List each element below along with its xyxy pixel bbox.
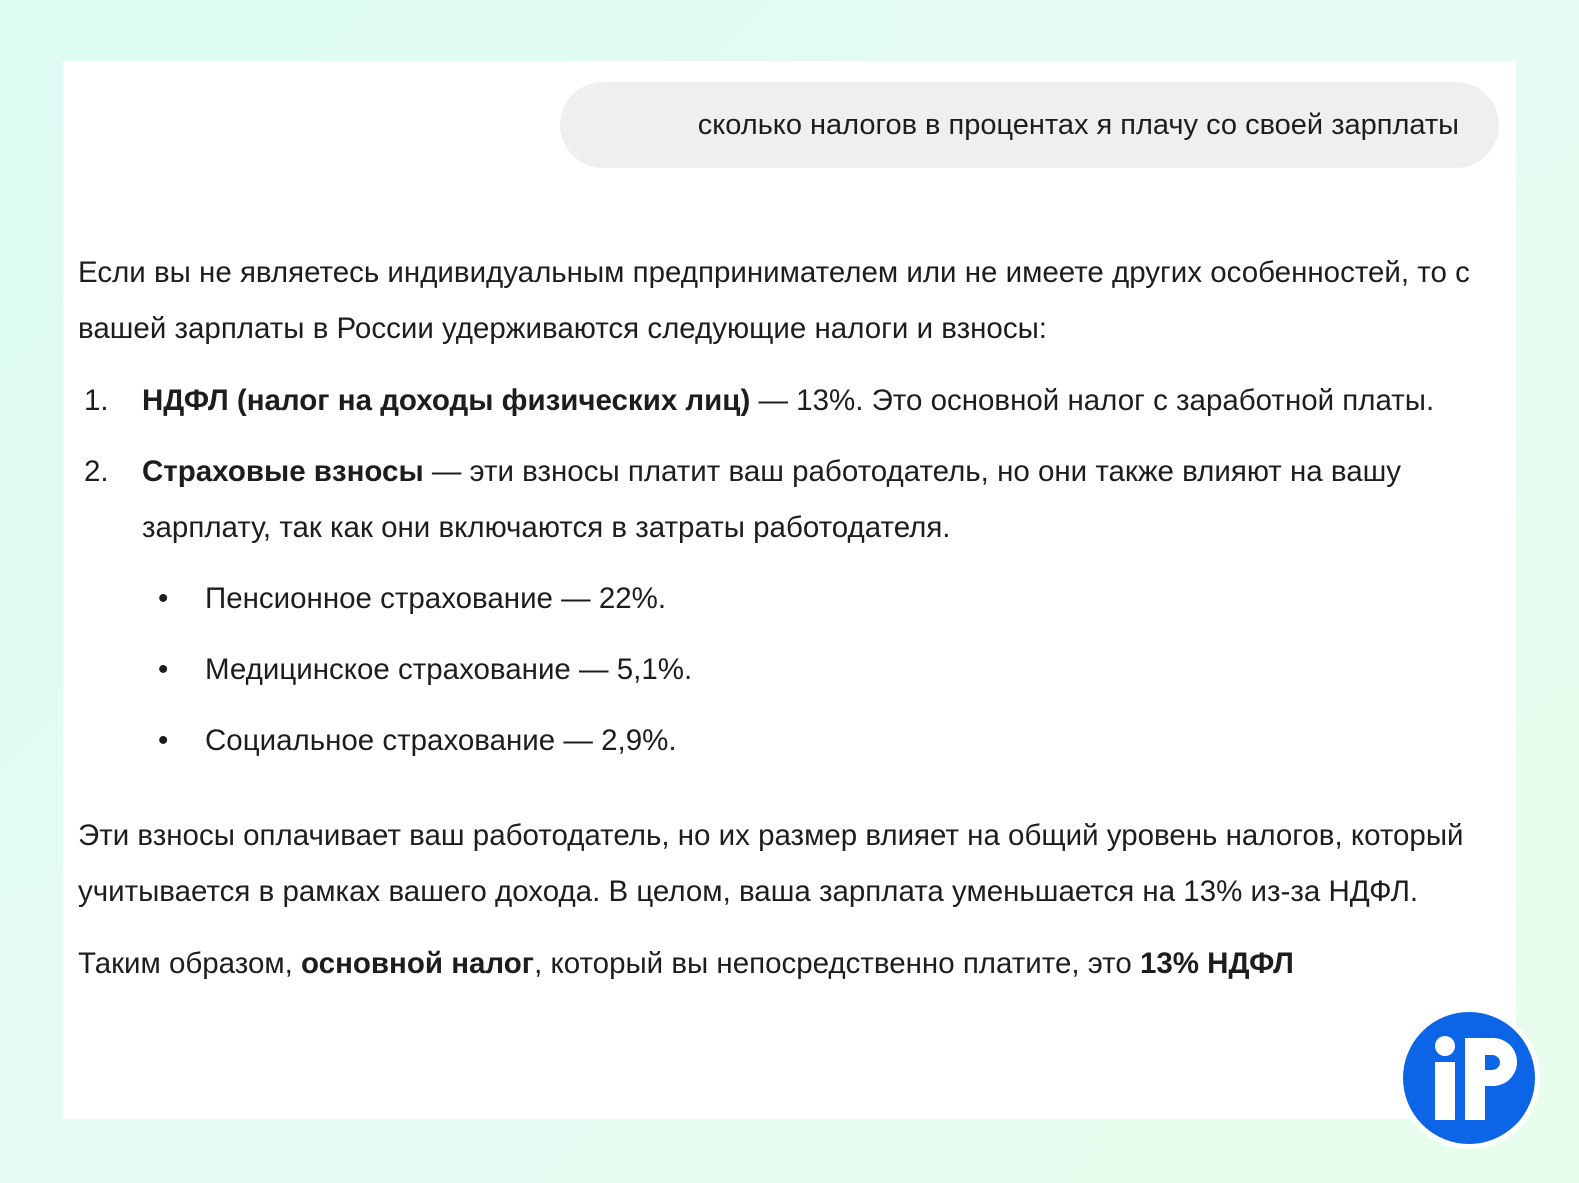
assistant-answer (78, 245, 1503, 992)
ip-logo-icon (1403, 1012, 1535, 1144)
list-item-insurance (78, 444, 1503, 556)
bullet-text: Социальное страхование — 2,9%. (205, 724, 677, 757)
bullet-icon: • (158, 582, 169, 615)
user-message-bubble (560, 82, 1499, 168)
answer-paragraph: Эти взносы оплачивает ваш работодатель, но их размер влияет на общий уровень налогов, который учитывается в рамках вашего дохода. В целом, ваша зарплата уменьшается на 13% из-за НДФЛ. (78, 819, 1464, 908)
bullet-text: Пенсионное страхование — 22%. (205, 582, 667, 615)
bullet-item-social (78, 713, 1503, 769)
bold-ndfl: 13% НДФЛ (1139, 947, 1294, 980)
bullet-item-pension (78, 571, 1503, 627)
bold-main-tax: основной налог (301, 947, 535, 980)
chat-card (63, 61, 1516, 1119)
list-item-title: НДФЛ (налог на доходы физических лиц) (142, 384, 751, 417)
bullet-icon: • (158, 724, 169, 757)
answer-conclusion: Таким образом, основной налог, который вы непосредственно платите, это 13% НДФЛ (78, 947, 1294, 980)
bullet-text: Медицинское страхование — 5,1%. (205, 653, 693, 686)
list-number: 1. (84, 384, 109, 417)
user-message-text: сколько налогов в процентах я плачу со своей зарплаты (697, 108, 1459, 141)
bullet-icon: • (158, 653, 169, 686)
list-item-ndfl (78, 373, 1503, 429)
bullet-item-medical (78, 642, 1503, 698)
list-item-text: — 13%. Это основной налог с заработной платы. (750, 384, 1435, 417)
iphones-logo (1398, 1007, 1540, 1149)
answer-intro: Если вы не являетесь индивидуальным предпринимателем или не имеете других особенностей, то с вашей зарплаты в России удерживаются следующие налоги и взносы: (78, 256, 1470, 345)
list-item-text: — эти взносы платит ваш работодатель, но они также влияют на вашу зарплату, так как они включаются в затраты работодателя. (142, 455, 1402, 544)
list-item-title: Страховые взносы (142, 455, 424, 488)
list-number: 2. (84, 455, 109, 488)
